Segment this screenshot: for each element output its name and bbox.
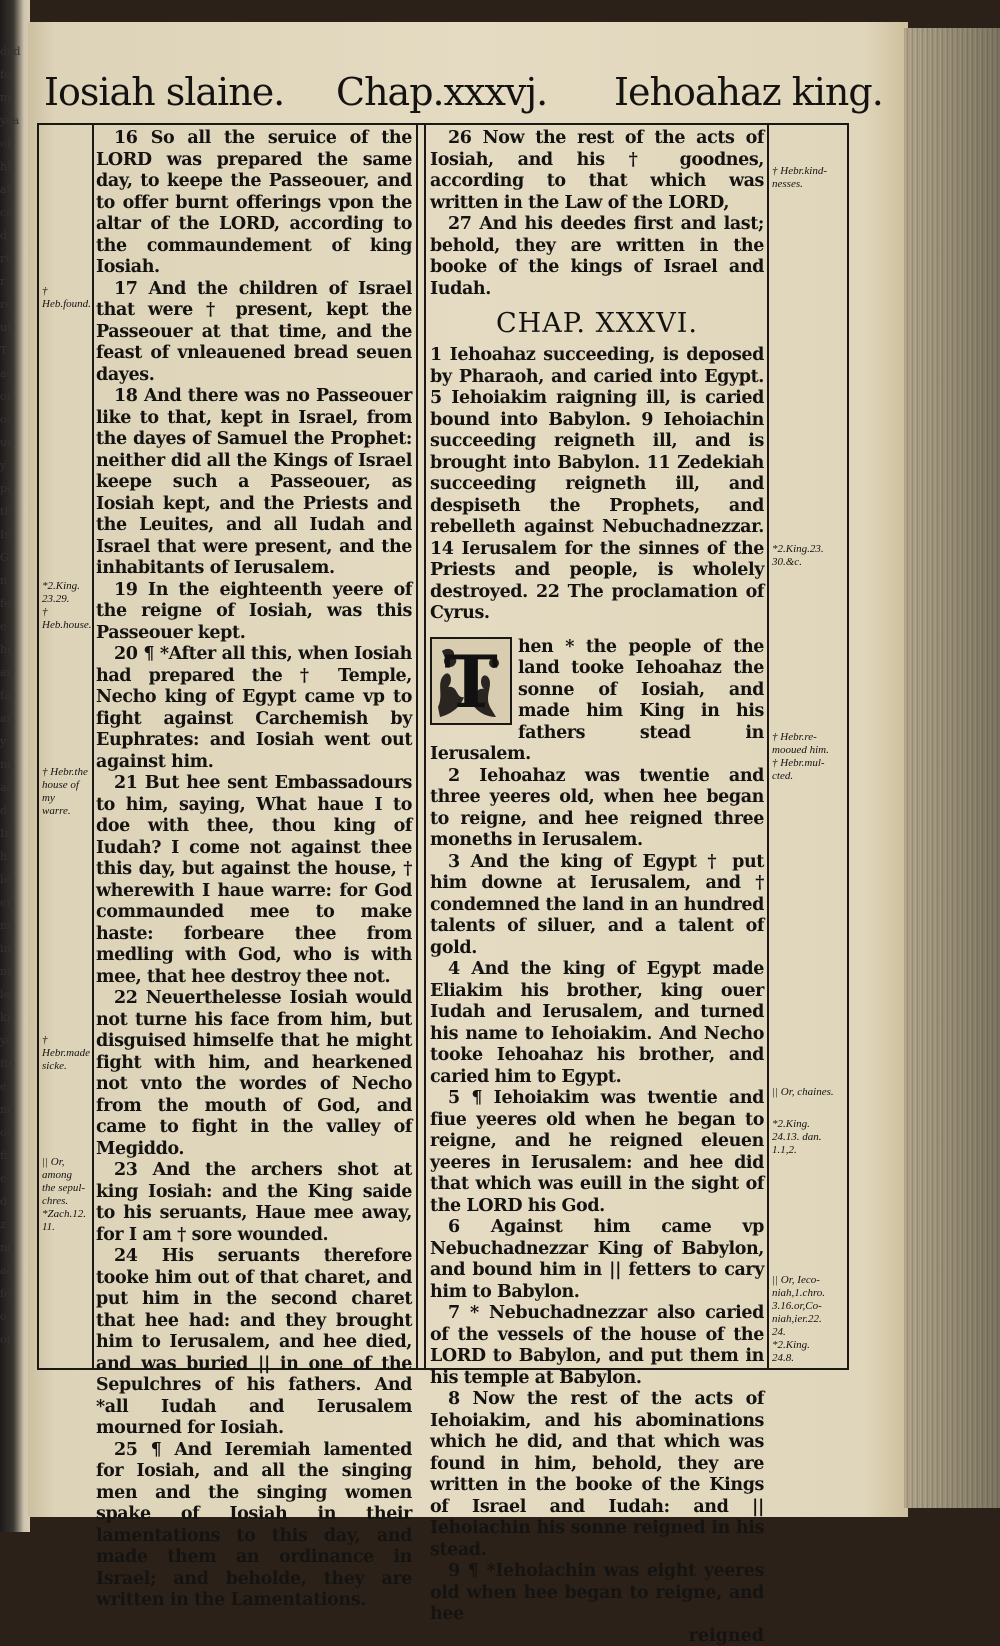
margin-note-left-1 [42, 285, 92, 311]
prev-page-fragment: m [0, 965, 11, 978]
margin-note-right-2 [772, 543, 848, 569]
prev-page-fragment: fi [0, 1149, 8, 1162]
prev-page-fragment: Ir [0, 827, 10, 840]
prev-page-fragment: re [0, 298, 12, 311]
verse: 27 And his deedes first and last; behold, they are written in the booke of the kings of Israel and Iudah. [430, 214, 764, 299]
margin-note-line: † Hebr.made [42, 1034, 90, 1059]
margin-note-line: niah,ier.22. [772, 1313, 822, 1325]
prev-page-fragment: no [0, 1103, 14, 1116]
prev-page-fragment: nd [0, 758, 15, 771]
margin-note-line: chres. [42, 1195, 69, 1207]
running-head-center: Chap.xxxvj. [336, 70, 548, 114]
margin-note-line: || Or, among [42, 1156, 72, 1181]
margin-note-right-3 [772, 731, 848, 783]
prev-page-fragment: y [0, 735, 7, 748]
verse: 2 Iehoahaz was twentie and three yeeres old, when hee began to reigne, and hee reigned three moneths in Ierusalem. [430, 765, 764, 850]
verse: 8 Now the rest of the acts of Iehoiakim, and his abominations which he did, and that which was found in him, behold, they are written in the booke of the Kings of Israel and Iudah: and || Iehoiachin his sonne reigned in his stead. [430, 1389, 764, 1560]
prev-page-fragment: d [0, 229, 8, 242]
running-head-right: Iehoahaz king. [614, 70, 883, 114]
right-text-column [430, 128, 764, 1646]
prev-page-fragment: en [0, 896, 14, 909]
margin-note-left-3 [42, 766, 92, 818]
margin-note-line: 24. [772, 1326, 786, 1338]
right-margin-rule [767, 124, 769, 1370]
prev-page-fragment: r [0, 275, 6, 288]
prev-page-fragment: fa [0, 689, 11, 702]
prev-page-fragment: Is [0, 528, 10, 541]
margin-note-left-4 [42, 1034, 92, 1073]
margin-note-line: † Hebr.the [42, 766, 88, 778]
margin-note-left-5 [42, 1156, 92, 1234]
prev-page-fragment: e [0, 1080, 7, 1093]
previous-page-edge [0, 40, 22, 1400]
prev-page-fragment: ki [0, 1011, 11, 1024]
prev-page-fragment: yea [0, 114, 20, 127]
prev-page-fragment: G [0, 551, 9, 564]
prev-page-fragment: at [0, 183, 11, 196]
prev-page-fragment: d [0, 1195, 8, 1208]
prev-page-fragment: le [0, 873, 11, 886]
margin-note-line: house of my [42, 779, 79, 804]
prev-page-fragment: or [0, 390, 12, 403]
prev-page-fragment: th [0, 505, 12, 518]
prev-page-fragment: ce [0, 206, 13, 219]
prev-page-fragment: hi [0, 160, 11, 173]
margin-note-line: the sepul- [42, 1182, 86, 1194]
verse: 26 Now the rest of the acts of Iosiah, and his † goodnes, according to that which was written in the Law of the LORD, [430, 128, 764, 213]
verse: 9 ¶ *Iehoiachin was eight yeeres old when hee began to reigne, and hee [430, 1561, 764, 1624]
catchword: reigned [688, 1625, 764, 1646]
page-edges [904, 28, 1000, 1508]
margin-note-right-5 [772, 1118, 848, 1157]
prev-page-fragment: o [0, 1310, 7, 1323]
prev-page-fragment: fo [0, 68, 11, 81]
verse: 5 ¶ Iehoiakim was twentie and fiue yeeres old when he began to reigne, and he reigned eleuen yeeres in Ierusalem: and hee did that which was euill in the sight of the LORD his God. [430, 1088, 764, 1216]
right-column-body [430, 637, 764, 1626]
verse: 20 ¶ *After all this, when Iosiah had prepared the † Temple, Necho king of Egypt came vp to fight against Carchemish by Euphrates: and Iosiah went out against him. [96, 644, 412, 772]
verse: 23 And the archers shot at king Iosiah: and the King saide to his seruants, Haue mee away, for I am † sore wounded. [96, 1160, 412, 1245]
prev-page-fragment: z [0, 1218, 6, 1231]
margin-note-line: 23.29. [42, 593, 70, 605]
margin-note-line: *2.King. [772, 1118, 810, 1130]
margin-note-line: *2.King.23. [772, 543, 824, 555]
prev-page-fragment: on [0, 1333, 14, 1346]
column-divider-left [416, 124, 418, 1370]
prev-page-fragment: oo [0, 413, 14, 426]
column-divider-right [424, 124, 426, 1370]
prev-page-fragment: ded [0, 45, 21, 58]
margin-note-line: † Heb.house. [42, 606, 92, 631]
prev-page-fragment: he [0, 643, 14, 656]
prev-page-fragment: fo [0, 1287, 11, 1300]
margin-note-right-6 [772, 1274, 848, 1365]
prev-page-fragment: T [0, 344, 8, 357]
svg-text:T: T [444, 638, 498, 724]
right-column-top-verses [430, 128, 764, 300]
running-head-left: Iosiah slaine. [44, 70, 285, 114]
margin-note-line: *2.King. [42, 580, 80, 592]
margin-note-line: cted. [772, 770, 794, 782]
verse: 22 Neuerthelesse Iosiah would not turne his face from him, but disguised himselfe that he might fight with him, and hearkened not vnto the wordes of Necho from the mouth of God, and came to fight in the valley of Megiddo. [96, 988, 412, 1159]
prev-page-fragment: in [0, 942, 11, 955]
verse: 17 And the children of Israel that were † present, kept the Passeouer at that time, and the feast of vnleauened bread seuen dayes. [96, 278, 412, 385]
prev-page-fragment: h [0, 850, 8, 863]
prev-page-fragment: pe [0, 482, 14, 495]
margin-note-right-1 [772, 165, 848, 191]
margin-note-line: † Hebr.re- [772, 731, 817, 743]
chapter-summary: 1 Iehoahaz succeeding, is deposed by Pharaoh, and caried into Egypt. 5 Iehoiakim raigning ill, is caried bound into Babylon. 9 Iehoiachin succeeding reigneth ill, and is brought into Babylon. 11 Zedekiah succeeding reigneth ill, and despiseth the Prophets, and rebelleth against Nebuchadnezzar. 14 Ierusalem for the sinnes of the Priests and people, is wholely destroyed. 22 The proclamation of Cyrus. [430, 345, 764, 623]
prev-page-fragment: fte [0, 1057, 16, 1070]
prev-page-fragment: d [0, 804, 8, 817]
verse: 6 Against him came vp Nebuchadnezzar King of Babylon, and bound him in || fetters to cary him to Babylon. [430, 1217, 764, 1302]
prev-page-fragment: ne [0, 1241, 14, 1254]
prev-page-fragment: y [0, 459, 7, 472]
prev-page-fragment: e [0, 1172, 7, 1185]
left-text-column [96, 128, 412, 1612]
margin-note-line: || Or, chaines. [772, 1086, 834, 1098]
prev-page-fragment: nn [0, 919, 15, 932]
margin-note-line: 30.&c. [772, 556, 802, 568]
margin-note-line: 1.1,2. [772, 1144, 797, 1156]
prev-page-fragment: ue [0, 436, 14, 449]
prev-page-fragment: ar [0, 666, 12, 679]
verse: 19 In the eighteenth yeere of the reigne of Iosiah, was this Passeouer kept. [96, 579, 412, 643]
margin-note-line: *Zach.12. [42, 1208, 86, 1220]
verse: 21 But hee sent Embassadours to him, saying, What haue I to doe with thee, thou king of Iudah? I come not against thee this day, but against the house, † wherewith I haue warre: for God commaunded mee to make haste: forbeare thee from medling with God, who is with mee, that hee destroy thee not. [96, 773, 412, 987]
margin-note-line: *2.King. [772, 1339, 810, 1351]
margin-note-right-4 [772, 1086, 848, 1099]
prev-page-fragment: e [0, 620, 7, 633]
prev-page-fragment: of [0, 137, 11, 150]
margin-note-line: 24.8. [772, 1352, 794, 1364]
verse: 24 His seruants therefore tooke him out of that charet, and put him in the second charet that hee had: and they brought him to Ierusalem, and hee died, and was buried || in one of the Sepulchres of his fathers. And *all Iudah and Ierusalem mourned for Iosiah. [96, 1246, 412, 1438]
margin-note-line: † Heb.found. [42, 285, 91, 310]
margin-note-line: sicke. [42, 1060, 67, 1072]
verse: 7 * Nebuchadnezzar also caried of the vessels of the house of the LORD to Babylon, and put them in his temple at Babylon. [430, 1303, 764, 1388]
verse: 25 ¶ And Ieremiah lamented for Iosiah, and all the singing men and the singing women spake of Iosiah in their lamentations to this day, and made them an ordinance in Israel; and beholde, they are written in the Lamentations. [96, 1439, 412, 1610]
margin-note-line: 24.13. dan. [772, 1131, 822, 1143]
prev-page-fragment: rt [0, 252, 10, 265]
prev-page-fragment: ye [0, 1034, 13, 1047]
prev-page-fragment: oo [0, 1126, 14, 1139]
verse: hen * the people of the land tooke Iehoahaz the sonne of Iosiah, and made him King in his fathers stead in Ierusalem. [430, 636, 764, 764]
verse: 4 And the king of Egypt made Eliakim his brother, king ouer Iudah and Ierusalem, and turned his name to Iehoiakim. And Necho tooke Iehoahaz his brother, and caried him to Egypt. [430, 959, 764, 1087]
prev-page-fragment: ut [0, 321, 12, 334]
prev-page-fragment: n [0, 574, 8, 587]
verse: 16 So all the seruice of the LORD was prepared the same day, to keepe the Passeouer, and to offer burnt offerings vpon the altar of the LORD, according to the commaundement of king Iosiah. [96, 128, 412, 277]
verse: 18 And there was no Passeouer like to that, kept in Israel, from the dayes of Samuel the Prophet: neither did all the Kings of Israel keepe such a Passeouer, as Iosiah kept, and the Priests and the Leuites, and all Iudah and Israel that were present, and the inhabitants of Ierusalem. [96, 386, 412, 578]
margin-note-line: || Or, Ieco- [772, 1274, 820, 1286]
prev-page-fragment: fe [0, 597, 11, 610]
prev-page-fragment: m [0, 91, 11, 104]
left-margin-rule [92, 124, 94, 1370]
prev-page-fragment: ar [0, 712, 12, 725]
margin-note-line: 11. [42, 1221, 55, 1233]
chapter-heading: CHAP. XXXVI. [496, 308, 698, 339]
margin-note-line: nesses. [772, 178, 803, 190]
margin-note-line: niah,1.chro. [772, 1287, 826, 1299]
prev-page-fragment: ad [0, 1264, 14, 1277]
prev-page-fragment: le [0, 988, 11, 1001]
margin-note-line: 3.16.or,Co- [772, 1300, 822, 1312]
prev-page-fragment: ac [0, 367, 13, 380]
margin-note-line: † Hebr.mul- [772, 757, 825, 769]
margin-note-line: mooued him. [772, 744, 829, 756]
decorated-drop-cap [430, 637, 512, 725]
margin-note-left-2 [42, 580, 92, 632]
margin-note-line: warre. [42, 805, 71, 817]
prev-page-fragment: ad [0, 781, 14, 794]
verse: 3 And the king of Egypt † put him downe at Ierusalem, and † condemned the land in an hundred talents of siluer, and a talent of gold. [430, 851, 764, 958]
margin-note-line: † Hebr.kind- [772, 165, 827, 177]
